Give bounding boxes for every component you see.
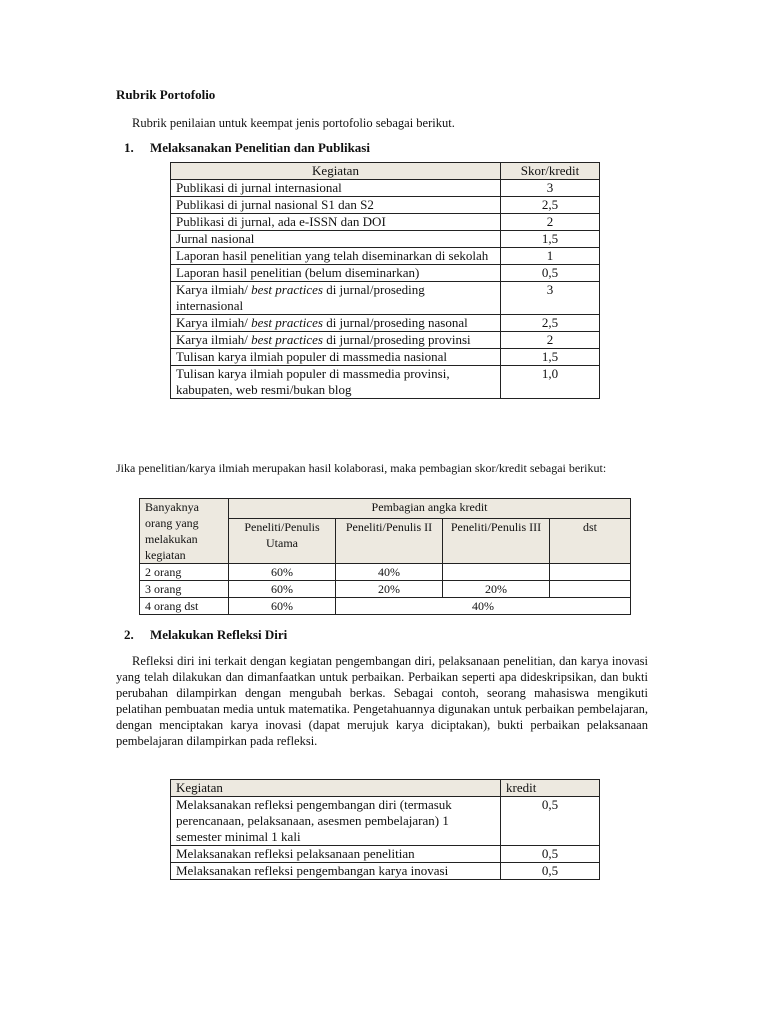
activity-cell — [171, 265, 501, 282]
intro-text: Rubrik penilaian untuk keempat jenis portofolio sebagai berikut. — [132, 116, 455, 130]
share-cell: 60% — [229, 564, 336, 581]
share-cell — [550, 581, 631, 598]
collab-col-main-author: Peneliti/Penulis Utama — [229, 519, 336, 564]
credit-cell: 0,5 — [501, 863, 600, 880]
table-row — [171, 231, 600, 248]
collab-group-header: Pembagian angka kredit — [229, 499, 631, 519]
reflection-paragraph: Refleksi diri ini terkait dengan kegiatan pengembangan diri, pelaksanaan penelitian, dan karya inovasi yang telah dilakukan dan dimanfaatkan untuk perbaikan. Perbaikan seperti apa dideskripsikan, dan bukti perubahan dilampirkan dengan mengubah berkas. Sebagai contoh, seorang mahasiswa mengikuti pelatihan pembuatan media untuk matematika. Pengetahuannya digunakan untuk perbaikan pembelajaran, dengan menciptakan karya inovasi (dapat merujuk karya diciptakan), bukti perbaikan pelaksanaan pembelajaran dilampirkan pada refleksi. — [116, 654, 648, 748]
table-row — [171, 366, 600, 399]
score-cell: 1,5 — [501, 231, 600, 248]
share-cell: 20% — [443, 581, 550, 598]
activity-text: Karya ilmiah/ — [176, 282, 252, 297]
activity-emphasis: best practices — [251, 282, 323, 297]
activity-text: Jurnal nasional — [176, 231, 255, 246]
collaboration-note: Jika penelitian/karya ilmiah merupakan hasil kolaborasi, maka pembagian skor/kredit sebagai berikut: — [116, 461, 607, 475]
table-row — [171, 315, 600, 332]
score-cell: 1 — [501, 248, 600, 265]
activity-cell: Melaksanakan refleksi pengembangan karya inovasi — [171, 863, 501, 880]
activity-text-tail: di jurnal/proseding provinsi — [322, 332, 471, 347]
credit-cell: 0,5 — [501, 797, 600, 846]
share-cell: 60% — [229, 598, 336, 615]
table-row — [171, 846, 600, 863]
credit-cell: 0,5 — [501, 846, 600, 863]
activity-cell — [171, 180, 501, 197]
activity-text: Laporan hasil penelitian (belum diseminarkan) — [176, 265, 420, 280]
activity-text: Tulisan karya ilmiah populer di massmedia nasional — [176, 349, 448, 364]
section-2-heading — [124, 627, 287, 643]
document-title: Rubrik Portofolio — [116, 87, 216, 102]
table-row — [171, 214, 600, 231]
activity-text: Publikasi di jurnal nasional S1 dan S2 — [176, 197, 374, 212]
table-row — [171, 197, 600, 214]
collaboration-share-table — [139, 498, 631, 615]
table-row — [171, 180, 600, 197]
table-row — [171, 248, 600, 265]
publication-score-table — [170, 162, 600, 399]
table-row — [171, 265, 600, 282]
activity-cell: Melaksanakan refleksi pengembangan diri (termasuk perencanaan, pelaksanaan, asesmen pembelajaran) 1 semester minimal 1 kali — [171, 797, 501, 846]
activity-cell — [171, 315, 501, 332]
activity-cell — [171, 282, 501, 315]
activity-text-tail: di jurnal/proseding nasonal — [322, 315, 468, 330]
column-header-activity: Kegiatan — [171, 163, 501, 180]
section-1-title: Melaksanakan Penelitian dan Publikasi — [150, 140, 370, 155]
score-cell: 1,0 — [501, 366, 600, 399]
section-1-heading — [124, 140, 370, 156]
activity-emphasis: best practices — [251, 315, 323, 330]
section-2-number: 2. — [124, 627, 134, 642]
score-cell: 3 — [501, 180, 600, 197]
column-header-credit: kredit — [501, 780, 600, 797]
table-row — [140, 581, 631, 598]
table-row — [171, 349, 600, 366]
share-cell — [550, 564, 631, 581]
table-row — [171, 332, 600, 349]
activity-cell: Melaksanakan refleksi pelaksanaan penelitian — [171, 846, 501, 863]
score-cell: 2,5 — [501, 197, 600, 214]
score-cell: 2 — [501, 332, 600, 349]
table-row — [171, 797, 600, 846]
row-label: 2 orang — [140, 564, 229, 581]
column-header-activity: Kegiatan — [171, 780, 501, 797]
activity-text: Tulisan karya ilmiah populer di massmedia provinsi, kabupaten, web resmi/bukan blog — [176, 366, 450, 397]
row-label: 3 orang — [140, 581, 229, 598]
section-2-title: Melakukan Refleksi Diri — [150, 627, 288, 642]
share-cell — [443, 564, 550, 581]
score-cell: 0,5 — [501, 265, 600, 282]
share-cell-merged: 40% — [336, 598, 631, 615]
activity-cell — [171, 349, 501, 366]
table-row — [171, 863, 600, 880]
share-cell: 20% — [336, 581, 443, 598]
activity-cell — [171, 197, 501, 214]
activity-cell — [171, 214, 501, 231]
activity-cell — [171, 231, 501, 248]
activity-cell — [171, 366, 501, 399]
activity-emphasis: best practices — [251, 332, 323, 347]
activity-text: Karya ilmiah/ — [176, 315, 252, 330]
activity-text-tail: di jurnal/proseding internasional — [176, 282, 425, 313]
score-cell: 2,5 — [501, 315, 600, 332]
table-row — [171, 282, 600, 315]
activity-text: Laporan hasil penelitian yang telah diseminarkan di sekolah — [176, 248, 489, 263]
score-cell: 1,5 — [501, 349, 600, 366]
activity-cell — [171, 248, 501, 265]
activity-text: Karya ilmiah/ — [176, 332, 252, 347]
collab-col-author-2: Peneliti/Penulis II — [336, 519, 443, 564]
score-cell: 2 — [501, 214, 600, 231]
collab-col-etc: dst — [550, 519, 631, 564]
row-label: 4 orang dst — [140, 598, 229, 615]
activity-text: Publikasi di jurnal, ada e-ISSN dan DOI — [176, 214, 386, 229]
table-row — [140, 564, 631, 581]
collab-col-author-3: Peneliti/Penulis III — [443, 519, 550, 564]
activity-cell — [171, 332, 501, 349]
activity-text: Publikasi di jurnal internasional — [176, 180, 342, 195]
share-cell: 40% — [336, 564, 443, 581]
score-cell: 3 — [501, 282, 600, 315]
reflection-credit-table — [170, 779, 600, 880]
collab-corner-header: Banyaknya orang yang melakukan kegiatan — [140, 499, 229, 564]
section-1-number: 1. — [124, 140, 134, 155]
column-header-score: Skor/kredit — [501, 163, 600, 180]
table-row — [140, 598, 631, 615]
share-cell: 60% — [229, 581, 336, 598]
